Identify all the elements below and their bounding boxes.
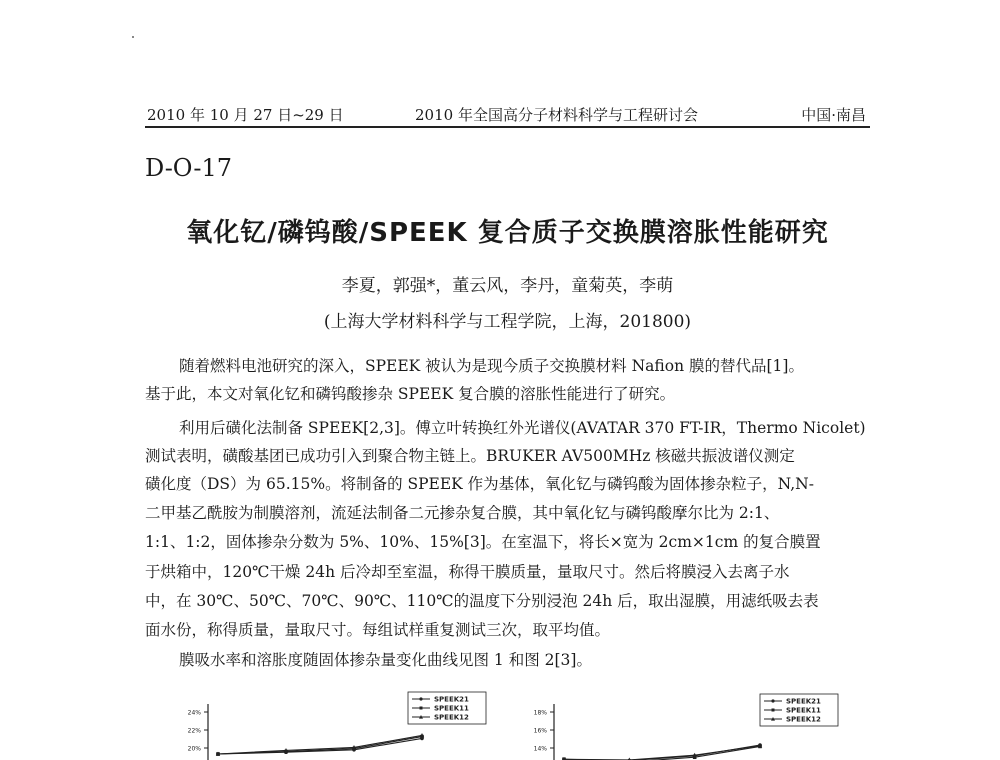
series-line-speek12 [564,746,760,760]
paper-affiliation: (上海大学材料科学与工程学院，上海，201800) [323,312,692,332]
body-line: 膜吸水率和溶胀度随固体掺杂量变化曲线见图 1 和图 2[3]。 [179,651,592,669]
body-line: 测试表明，磺酸基团已成功引入到聚合物主链上。BRUKER AV500MHz 核磁共振波谱仪测定 [145,447,795,465]
body-line: 磺化度（DS）为 65.15%。将制备的 SPEEK 作为基体，氧化钇与磷钨酸为固体掺杂粒子，N,N- [145,475,814,493]
legend-marker [420,707,423,710]
legend-marker [419,697,422,700]
legend-marker [771,699,774,702]
body-line: 随着燃料电池研究的深入，SPEEK 被认为是现今质子交换膜材料 Nafion 膜的替代品[1]。 [179,357,804,375]
legend-label: SPEEK21 [434,695,469,704]
y-tick-label: 14% [533,745,547,753]
header-conference: 2010 年全国高分子材料科学与工程研讨会 [415,106,698,124]
body-line: 中，在 30℃、50℃、70℃、90℃、110℃的温度下分别浸泡 24h 后，取出湿膜，用滤纸吸去表 [145,592,819,610]
paper-code: D-O-17 [145,154,232,182]
body-line: 于烘箱中，120℃干燥 24h 后冷却至室温，称得干膜质量，量取尺寸。然后将膜浸入去离子水 [145,563,790,581]
body-line: 利用后磺化法制备 SPEEK[2,3]。傅立叶转换红外光谱仪(AVATAR 370 FT-IR，Thermo Nicolet) [179,419,866,437]
y-tick-label: 24% [187,709,201,717]
body-line: 1:1、1:2，固体掺杂分数为 5%、10%、15%[3]。在室温下，将长×宽为 2cm×1cm 的复合膜置 [145,533,821,551]
paper-authors: 李夏，郭强*，董云风，李丹，童菊英，李萌 [341,276,674,296]
y-tick-label: 22% [187,727,201,735]
body-line: 基于此，本文对氧化钇和磷钨酸掺杂 SPEEK 复合膜的溶胀性能进行了研究。 [145,385,676,403]
body-line: 面水份，称得质量，量取尺寸。每组试样重复测试三次，取平均值。 [145,621,611,639]
scan-speck [132,36,134,38]
legend-label: SPEEK21 [786,697,821,706]
paper-title: 氧化钇/磷钨酸/SPEEK 复合质子交换膜溶胀性能研究 [186,218,829,248]
figure-1-water-uptake-chart [172,690,469,760]
header-date: 2010 年 10 月 27 日~29 日 [147,106,344,124]
legend-label: SPEEK12 [434,713,469,722]
legend-label: SPEEK11 [434,704,469,713]
y-tick-label: 18% [533,709,547,717]
header-location: 中国·南昌 [801,106,866,124]
figure-2-swelling-chart [520,690,840,760]
y-tick-label: 16% [533,727,547,735]
y-tick-label: 20% [187,745,201,753]
legend-label: SPEEK11 [786,706,821,715]
legend-label: SPEEK12 [786,715,821,724]
body-line: 二甲基乙酰胺为制膜溶剂，流延法制备二元掺杂复合膜，其中氧化钇与磷钨酸摩尔比为 2:1、 [145,504,780,522]
legend-marker [772,709,775,712]
conference-header [145,100,870,128]
